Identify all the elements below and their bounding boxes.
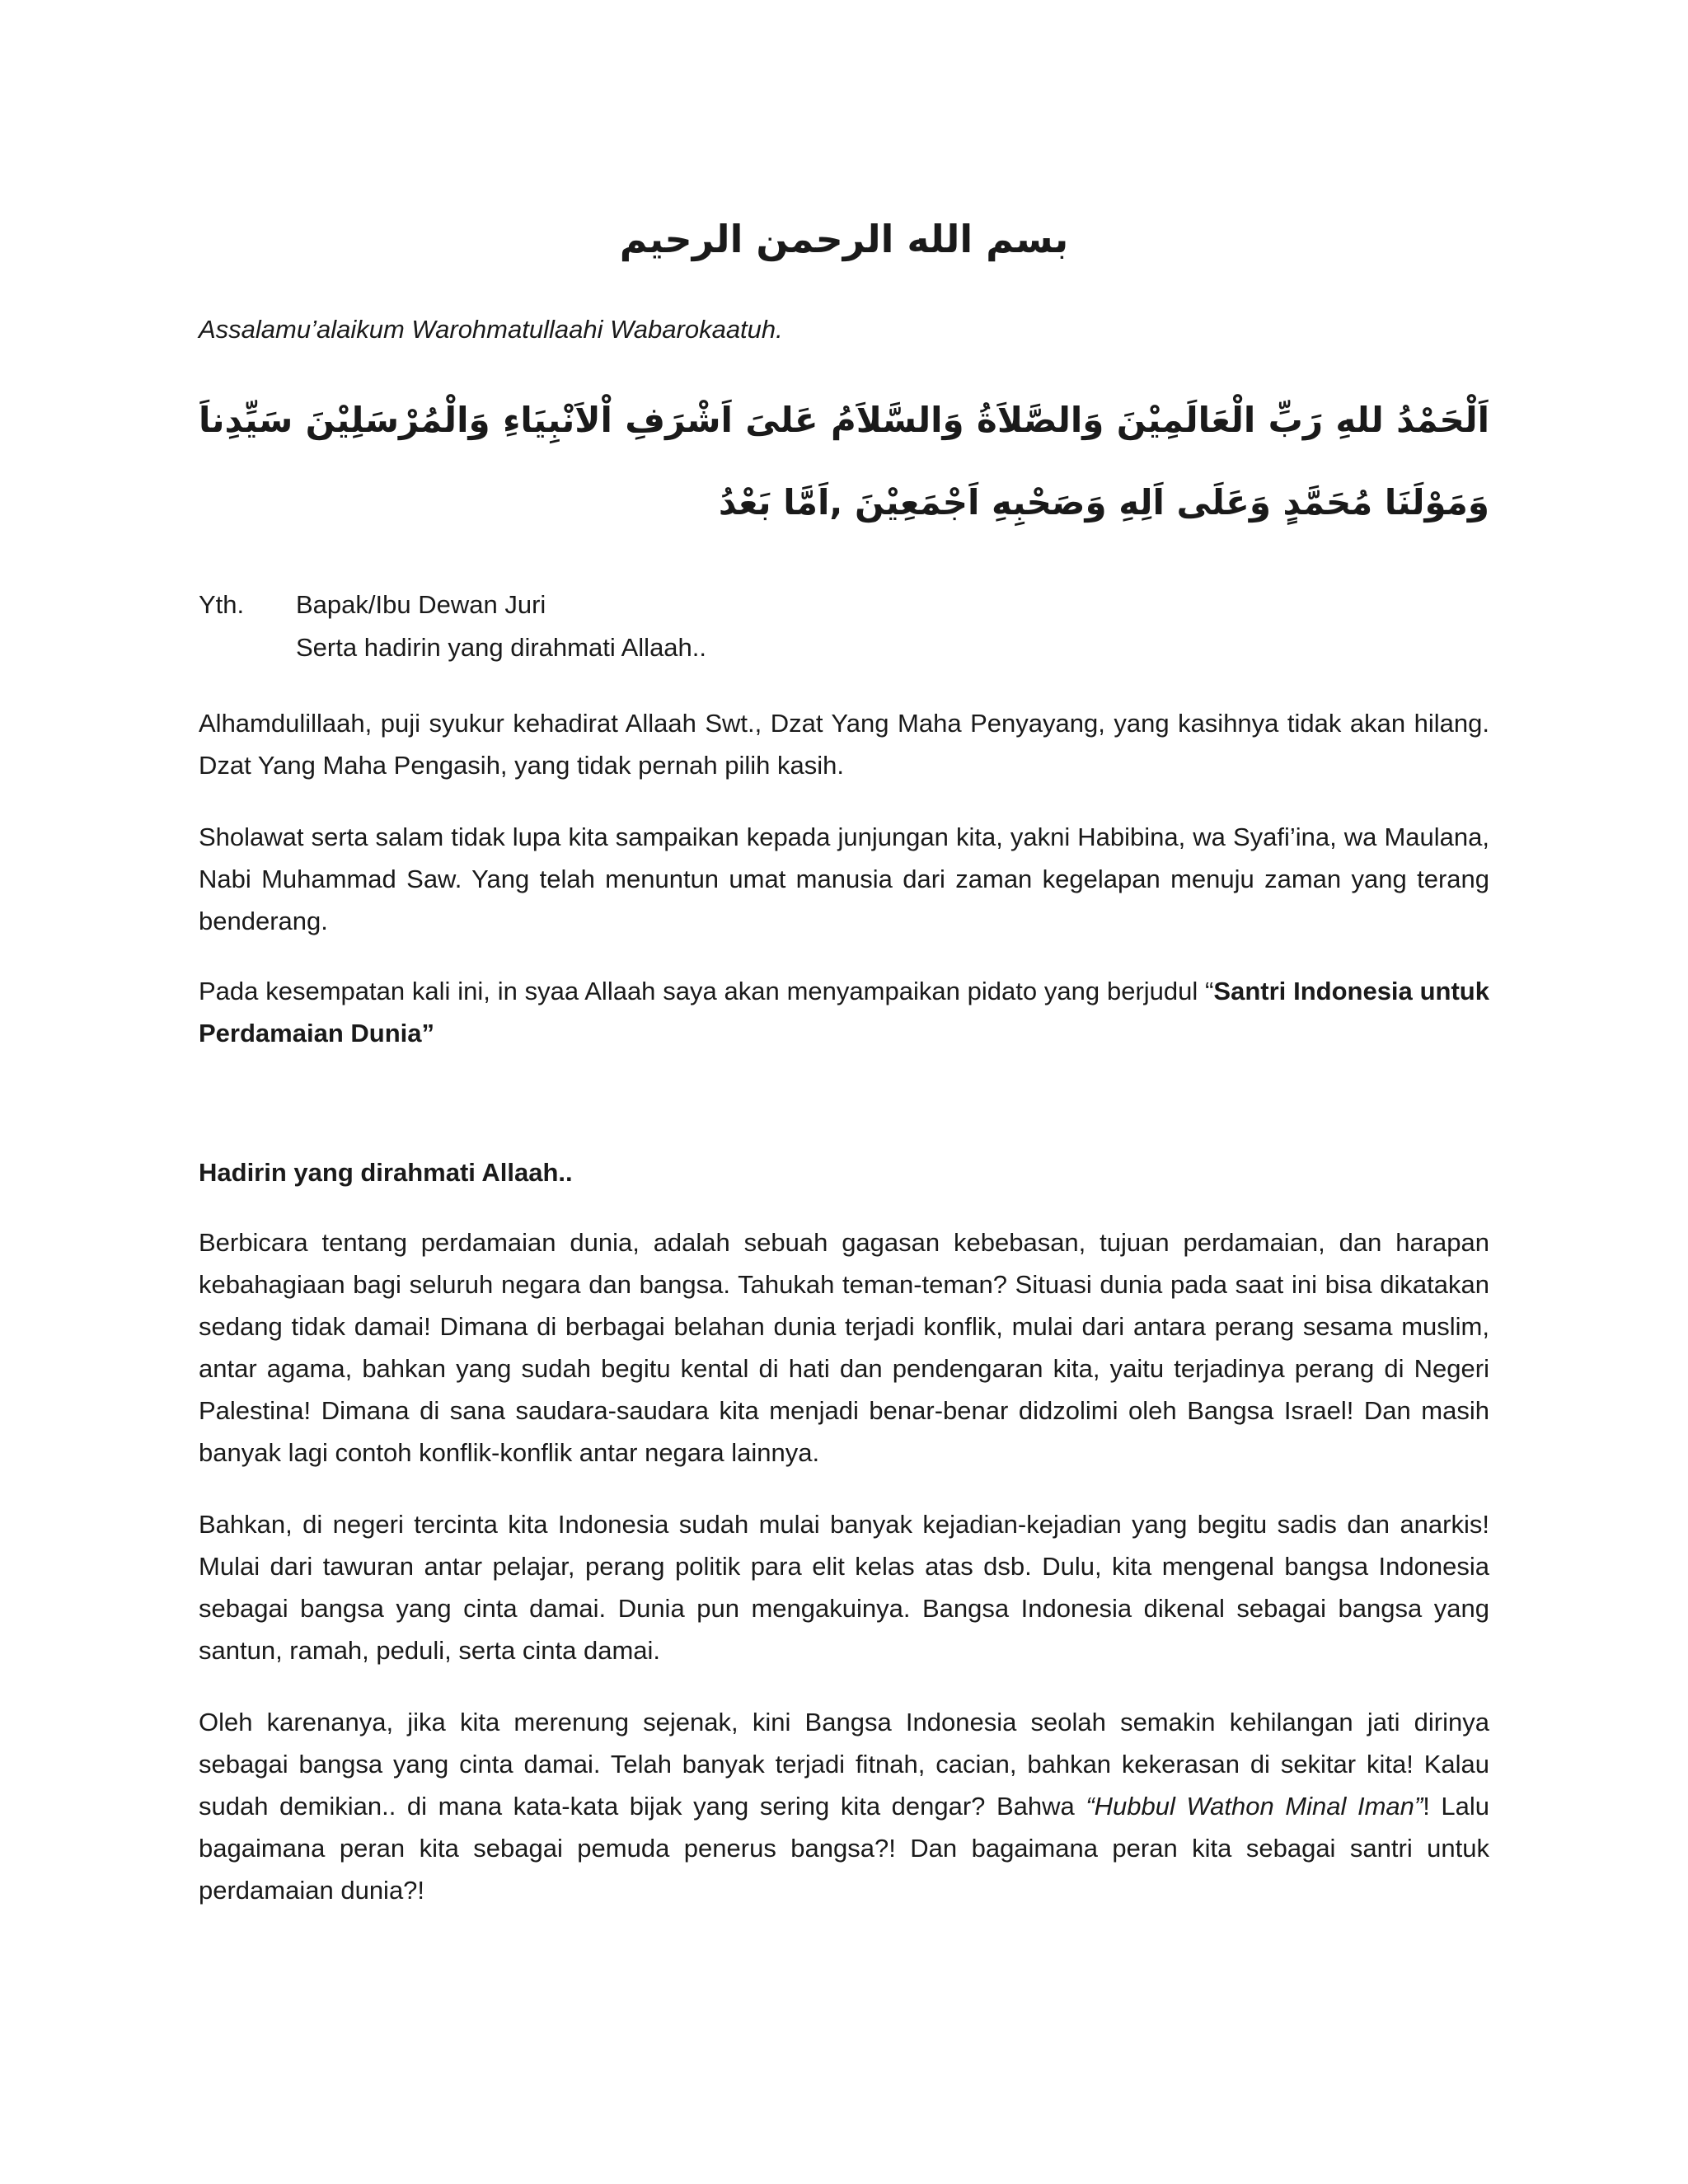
paragraph-6-text-b: ! Lalu bagaimana peran kita sebagai pemuda penerus bangsa?! Dan bagaimana peran kita sebagai santri untuk perdamaian dunia?! (199, 1792, 1489, 1905)
address-label: Yth. (199, 590, 245, 619)
address-row (199, 583, 1489, 626)
document-page (199, 0, 1489, 2184)
paragraph-2: Sholawat serta salam tidak lupa kita sampaikan kepada junjungan kita, yakni Habibina, wa Syafi’ina, wa Maulana, Nabi Muhammad Saw. Yang telah menuntun umat manusia dari zaman kegelapan menuju zaman yang terang benderang. (199, 823, 1489, 935)
address-block (199, 583, 1489, 669)
speech-title: Santri Indonesia untuk Perdamaian Dunia” (199, 977, 1489, 1047)
paragraph-5: Bahkan, di negeri tercinta kita Indonesia sudah mulai banyak kejadian-kejadian yang begitu sadis dan anarkis! Mulai dari tawuran antar pelajar, perang politik para elit kelas atas dsb. Dulu, kita mengenal bangsa Indonesia sebagai bangsa yang cinta damai. Dunia pun mengakuinya. Bangsa Indonesia dikenal sebagai bangsa yang santun, ramah, peduli, serta cinta damai. (199, 1510, 1489, 1665)
quote-hubbul-wathon: “Hubbul Wathon Minal Iman” (1085, 1792, 1423, 1821)
arabic-opening-prayer: اَلْحَمْدُ للهِ رَبِّ الْعَالَمِيْنَ وَالصَّلاَةُ وَالسَّلاَمُ عَلىَ اَشْرَفِ اْلاَنْبِيَاءِ وَالْمُرْسَلِيْنَ سَيِّدِناَ وَمَوْلَنَا مُحَمَّدٍ وَعَلَى اَلِهِ وَصَحْبِهِ اَجْمَعِيْنَ ,اَمَّا بَعْدُ (199, 400, 1489, 523)
address-line-2: Serta hadirin yang dirahmati Allaah.. (296, 633, 707, 662)
paragraph-3-text: Pada kesempatan kali ini, in syaa Allaah saya akan menyampaikan pidato yang berjudul “ (199, 977, 1214, 1005)
greeting-salam: Assalamu’alaikum Warohmatullaahi Wabarokaatuh. (199, 315, 783, 344)
paragraph-6-text-a: Oleh karenanya, jika kita merenung sejenak, kini Bangsa Indonesia seolah semakin kehilangan jati dirinya sebagai bangsa yang cinta damai. Telah banyak terjadi fitnah, cacian, bahkan kekerasan di sekitar kita! Kalau sudah demikian.. di mana kata-kata bijak yang sering kita dengar? Bahwa (199, 1708, 1489, 1821)
basmala-heading: بسم الله الرحمن الرحيم (619, 217, 1069, 261)
paragraph-1: Alhamdulillaah, puji syukur kehadirat Allaah Swt., Dzat Yang Maha Penyayang, yang kasihnya tidak akan hilang. Dzat Yang Maha Pengasih, yang tidak pernah pilih kasih. (199, 709, 1489, 780)
paragraph-6 (199, 1701, 1489, 1911)
paragraph-4: Berbicara tentang perdamaian dunia, adalah sebuah gagasan kebebasan, tujuan perdamaian, dan harapan kebahagiaan bagi seluruh negara dan bangsa. Tahukah teman-teman? Situasi dunia pada saat ini bisa dikatakan sedang tidak damai! Dimana di berbagai belahan dunia terjadi konflik, mulai dari antara perang sesama muslim, antar agama, bahkan yang sudah begitu kental di hati dan pendengaran kita, yaitu terjadinya perang di Negeri Palestina! Dimana di sana saudara-saudara kita menjadi benar-benar didzolimi oleh Bangsa Israel! Dan masih banyak lagi contoh konflik-konflik antar negara lainnya. (199, 1228, 1489, 1467)
address-line-1: Bapak/Ibu Dewan Juri (296, 590, 546, 619)
section-heading: Hadirin yang dirahmati Allaah.. (199, 1158, 573, 1187)
paragraph-3 (199, 970, 1489, 1054)
